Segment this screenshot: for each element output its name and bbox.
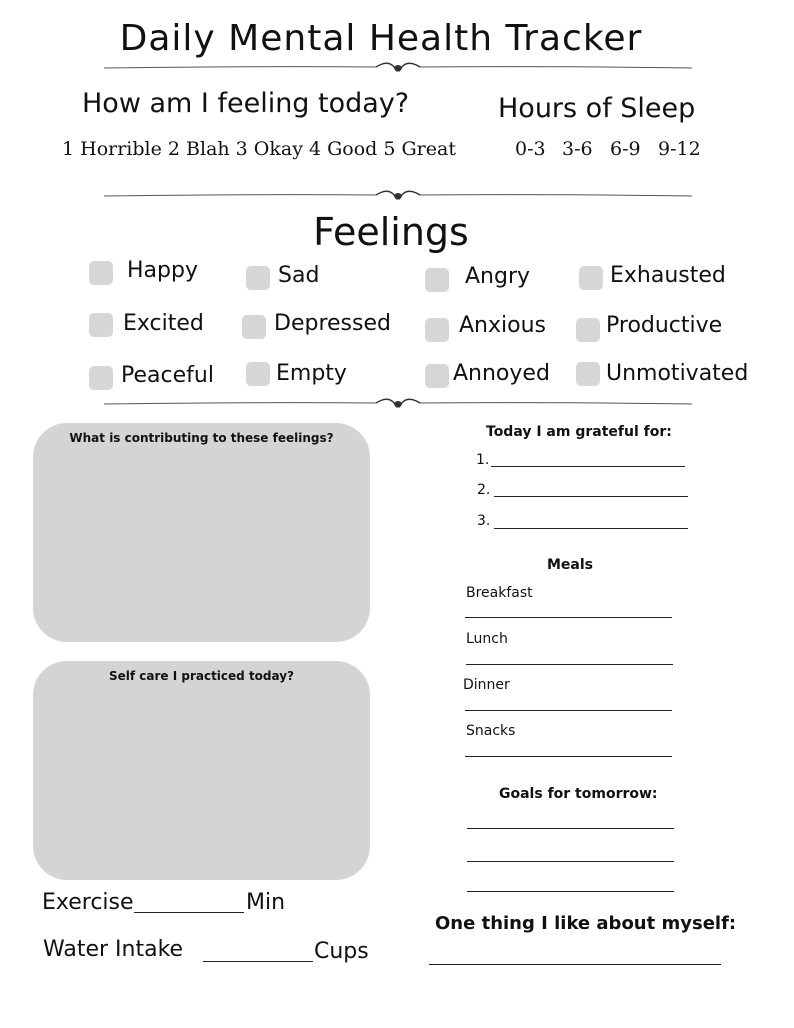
grateful-number: 1.: [476, 452, 490, 468]
feeling-label: Empty: [276, 361, 347, 386]
meal-input[interactable]: [465, 710, 672, 711]
meal-label: Dinner: [463, 677, 510, 693]
feeling-checkbox[interactable]: [246, 266, 270, 290]
meal-input[interactable]: [465, 617, 672, 618]
sleep-option[interactable]: 9-12: [658, 138, 701, 160]
ornament-divider-icon: [104, 188, 692, 204]
feeling-label: Productive: [606, 313, 723, 338]
feeling-checkbox[interactable]: [579, 266, 603, 290]
grateful-input[interactable]: [494, 496, 688, 497]
feeling-label: Peaceful: [121, 363, 214, 388]
goal-input[interactable]: [467, 861, 674, 862]
water-input[interactable]: [203, 961, 313, 962]
feeling-checkbox[interactable]: [425, 364, 449, 388]
feeling-checkbox[interactable]: [89, 261, 113, 285]
feeling-checkbox[interactable]: [246, 362, 270, 386]
exercise-input[interactable]: [134, 912, 244, 913]
feeling-label: Depressed: [274, 311, 391, 336]
sleep-option[interactable]: 3-6: [562, 138, 593, 160]
exercise-unit: Min: [246, 890, 286, 915]
sleep-heading: Hours of Sleep: [498, 93, 696, 124]
meal-input[interactable]: [466, 664, 673, 665]
like-heading: One thing I like about myself:: [435, 913, 737, 934]
ornament-divider-icon: [104, 60, 692, 76]
meals-heading: Meals: [547, 557, 594, 573]
feeling-label: Sad: [278, 263, 320, 288]
mood-scale: 1 Horrible 2 Blah 3 Okay 4 Good 5 Great: [62, 138, 456, 160]
exercise-label: Exercise: [42, 890, 134, 915]
page-title: Daily Mental Health Tracker: [119, 18, 643, 59]
feeling-checkbox[interactable]: [425, 318, 449, 342]
feeling-label: Happy: [127, 258, 198, 283]
goal-input[interactable]: [467, 891, 674, 892]
selfcare-textbox[interactable]: [33, 661, 370, 880]
feeling-label: Unmotivated: [606, 361, 749, 386]
mood-heading: How am I feeling today?: [82, 88, 410, 119]
feeling-checkbox[interactable]: [576, 318, 600, 342]
grateful-number: 2.: [477, 482, 491, 498]
feeling-label: Excited: [123, 311, 204, 336]
meal-label: Snacks: [466, 723, 516, 739]
feeling-label: Annoyed: [453, 361, 550, 386]
feeling-checkbox[interactable]: [242, 315, 266, 339]
feeling-checkbox[interactable]: [89, 366, 113, 390]
feeling-checkbox[interactable]: [425, 268, 449, 292]
sleep-option[interactable]: 6-9: [610, 138, 641, 160]
feeling-label: Exhausted: [610, 263, 726, 288]
feeling-label: Angry: [465, 264, 531, 289]
feeling-checkbox[interactable]: [576, 362, 600, 386]
meal-input[interactable]: [465, 756, 672, 757]
goal-input[interactable]: [467, 828, 674, 829]
feeling-checkbox[interactable]: [89, 313, 113, 337]
like-input[interactable]: [429, 964, 721, 965]
sleep-option[interactable]: 0-3: [515, 138, 546, 160]
water-label: Water Intake: [43, 937, 184, 962]
meal-label: Breakfast: [466, 585, 533, 601]
grateful-input[interactable]: [491, 466, 685, 467]
feelings-heading: Feelings: [313, 210, 469, 254]
selfcare-label: Self care I practiced today?: [108, 669, 295, 683]
meal-label: Lunch: [466, 631, 508, 647]
goals-heading: Goals for tomorrow:: [499, 786, 658, 802]
feeling-label: Anxious: [459, 313, 546, 338]
ornament-divider-icon: [104, 396, 692, 412]
grateful-number: 3.: [477, 513, 491, 529]
contributing-label: What is contributing to these feelings?: [69, 431, 334, 445]
grateful-input[interactable]: [494, 528, 688, 529]
water-unit: Cups: [314, 939, 369, 964]
contributing-textbox[interactable]: [33, 423, 370, 642]
grateful-heading: Today I am grateful for:: [486, 424, 672, 440]
